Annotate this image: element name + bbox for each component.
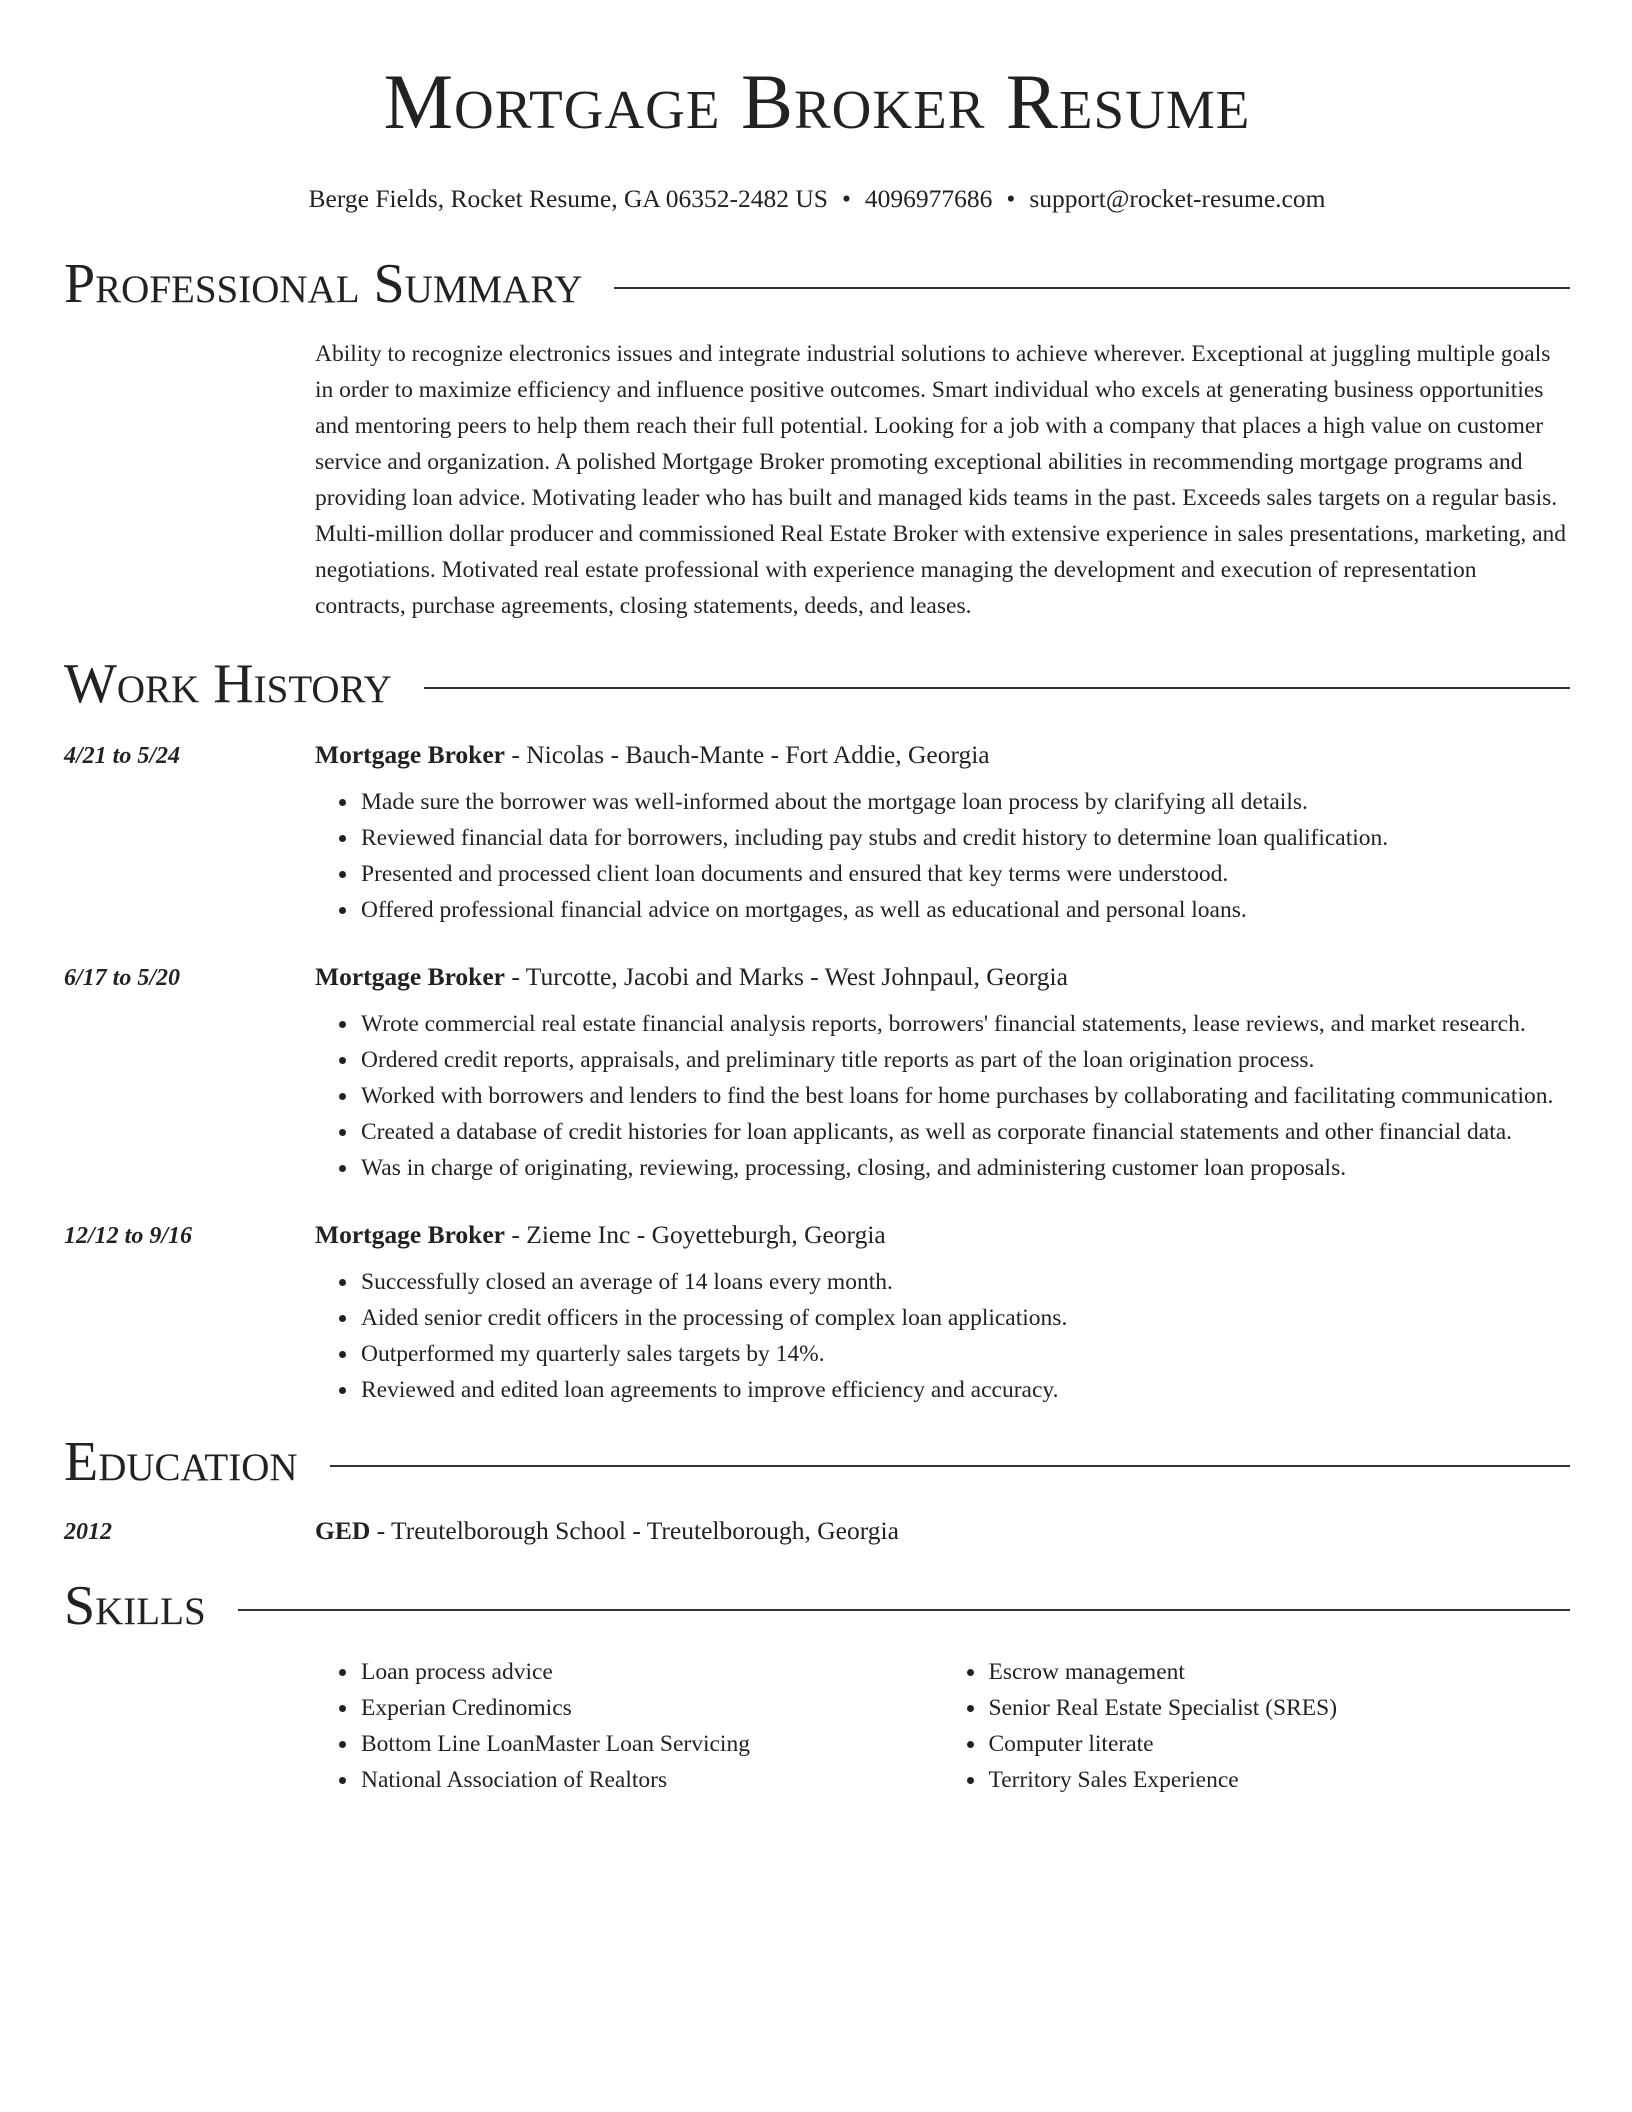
skill-item: • Escrow management: [987, 1654, 1571, 1690]
work-heading: Work History: [64, 653, 392, 715]
education-entry: [64, 1516, 1570, 1546]
contact-phone: 4096977686: [864, 184, 993, 213]
job-entry: [64, 1220, 1570, 1408]
job-heading: [315, 740, 990, 770]
job-entry: [64, 740, 1570, 928]
education-school: - Treutelborough School - Treutelborough, Georgia: [370, 1516, 899, 1545]
job-bullet: • Aided senior credit officers in the processing of complex loan applications.: [359, 1300, 1570, 1336]
contact-separator: •: [1006, 184, 1016, 213]
skill-item: • National Association of Realtors: [359, 1762, 943, 1798]
job-bullets: [315, 1264, 1570, 1408]
education-year: 2012: [64, 1519, 112, 1545]
job-bullets: [315, 1006, 1570, 1186]
skill-item: • Senior Real Estate Specialist (SRES): [987, 1690, 1571, 1726]
section-divider: [330, 1465, 1570, 1467]
job-entry: [64, 962, 1570, 1186]
education-degree: GED: [315, 1516, 371, 1545]
contact-address: Berge Fields, Rocket Resume, GA 06352-2482 US: [308, 184, 828, 213]
contact-email: support@rocket-resume.com: [1029, 184, 1326, 213]
contact-line: [64, 184, 1570, 214]
education-heading: Education: [64, 1431, 298, 1493]
skills-heading: Skills: [64, 1575, 206, 1637]
job-bullet: • Successfully closed an average of 14 loans every month.: [359, 1264, 1570, 1300]
job-title: Mortgage Broker: [315, 1220, 506, 1249]
job-bullet: • Offered professional financial advice on mortgages, as well as educational and personal loans.: [359, 892, 1570, 928]
job-heading: [315, 1220, 886, 1250]
skill-item: • Bottom Line LoanMaster Loan Servicing: [359, 1726, 943, 1762]
job-bullet: • Reviewed financial data for borrowers, including pay stubs and credit history to determine loan qualification.: [359, 820, 1570, 856]
skill-item: • Computer literate: [987, 1726, 1571, 1762]
job-bullet: • Presented and processed client loan documents and ensured that key terms were understood.: [359, 856, 1570, 892]
summary-heading: Professional Summary: [64, 253, 583, 315]
section-divider: [614, 287, 1570, 289]
education-heading-line: [315, 1516, 899, 1546]
skills-list: [315, 1654, 1570, 1798]
skills-column-right: [943, 1654, 1571, 1798]
job-dates: 12/12 to 9/16: [64, 1223, 193, 1249]
job-dates: 4/21 to 5/24: [64, 743, 181, 769]
job-bullet: • Made sure the borrower was well-informed about the mortgage loan process by clarifying all details.: [359, 784, 1570, 820]
resume-title: Mortgage Broker Resume: [383, 58, 1251, 145]
summary-section-header: [64, 250, 1570, 318]
job-bullet: • Was in charge of originating, reviewing, processing, closing, and administering customer loan proposals.: [359, 1150, 1570, 1186]
summary-text: Ability to recognize electronics issues and integrate industrial solutions to achieve wherever. Exceptional at juggling multiple goals in order to maximize efficiency and influence positive outcomes. Smart individual who excels at generating business opportunities and mentoring peers to help them reach their full potential. Looking for a job with a company that places a high value on customer service and organization. A polished Mortgage Broker promoting exceptional abilities in recommending mortgage programs and providing loan advice. Motivating leader who has built and managed kids teams in the past. Exceeds sales targets on a regular basis. Multi-million dollar producer and commissioned Real Estate Broker with extensive experience in sales presentations, marketing, and negotiations. Motivated real estate professional with experience managing the development and execution of representation contracts, purchase agreements, closing statements, deeds, and leases.: [315, 341, 1567, 619]
job-employer: - Nicolas - Bauch-Mante - Fort Addie, Georgia: [505, 740, 990, 769]
job-bullet: • Reviewed and edited loan agreements to improve efficiency and accuracy.: [359, 1372, 1570, 1408]
section-divider: [424, 687, 1570, 689]
skill-item: • Loan process advice: [359, 1654, 943, 1690]
job-heading: [315, 962, 1068, 992]
job-bullets: [315, 784, 1570, 928]
skill-item: • Territory Sales Experience: [987, 1762, 1571, 1798]
job-bullet: • Created a database of credit histories for loan applicants, as well as corporate financial statements and other financial data.: [359, 1114, 1570, 1150]
skill-item: • Experian Credinomics: [359, 1690, 943, 1726]
section-divider: [238, 1609, 1570, 1611]
education-section-header: [64, 1428, 1570, 1496]
skills-section-header: [64, 1572, 1570, 1640]
resume-page: [64, 0, 1570, 1798]
job-bullet: • Outperformed my quarterly sales targets by 14%.: [359, 1336, 1570, 1372]
contact-separator: •: [841, 184, 851, 213]
work-section-header: [64, 650, 1570, 718]
job-title: Mortgage Broker: [315, 740, 506, 769]
job-bullet: • Worked with borrowers and lenders to find the best loans for home purchases by collaborating and facilitating communication.: [359, 1078, 1570, 1114]
job-dates: 6/17 to 5/20: [64, 965, 181, 991]
skills-column-left: [315, 1654, 943, 1798]
job-employer: - Zieme Inc - Goyetteburgh, Georgia: [505, 1220, 886, 1249]
job-employer: - Turcotte, Jacobi and Marks - West Johnpaul, Georgia: [505, 962, 1068, 991]
job-bullet: • Ordered credit reports, appraisals, and preliminary title reports as part of the loan origination process.: [359, 1042, 1570, 1078]
job-bullet: • Wrote commercial real estate financial analysis reports, borrowers' financial statements, lease reviews, and market research.: [359, 1006, 1570, 1042]
job-title: Mortgage Broker: [315, 962, 506, 991]
